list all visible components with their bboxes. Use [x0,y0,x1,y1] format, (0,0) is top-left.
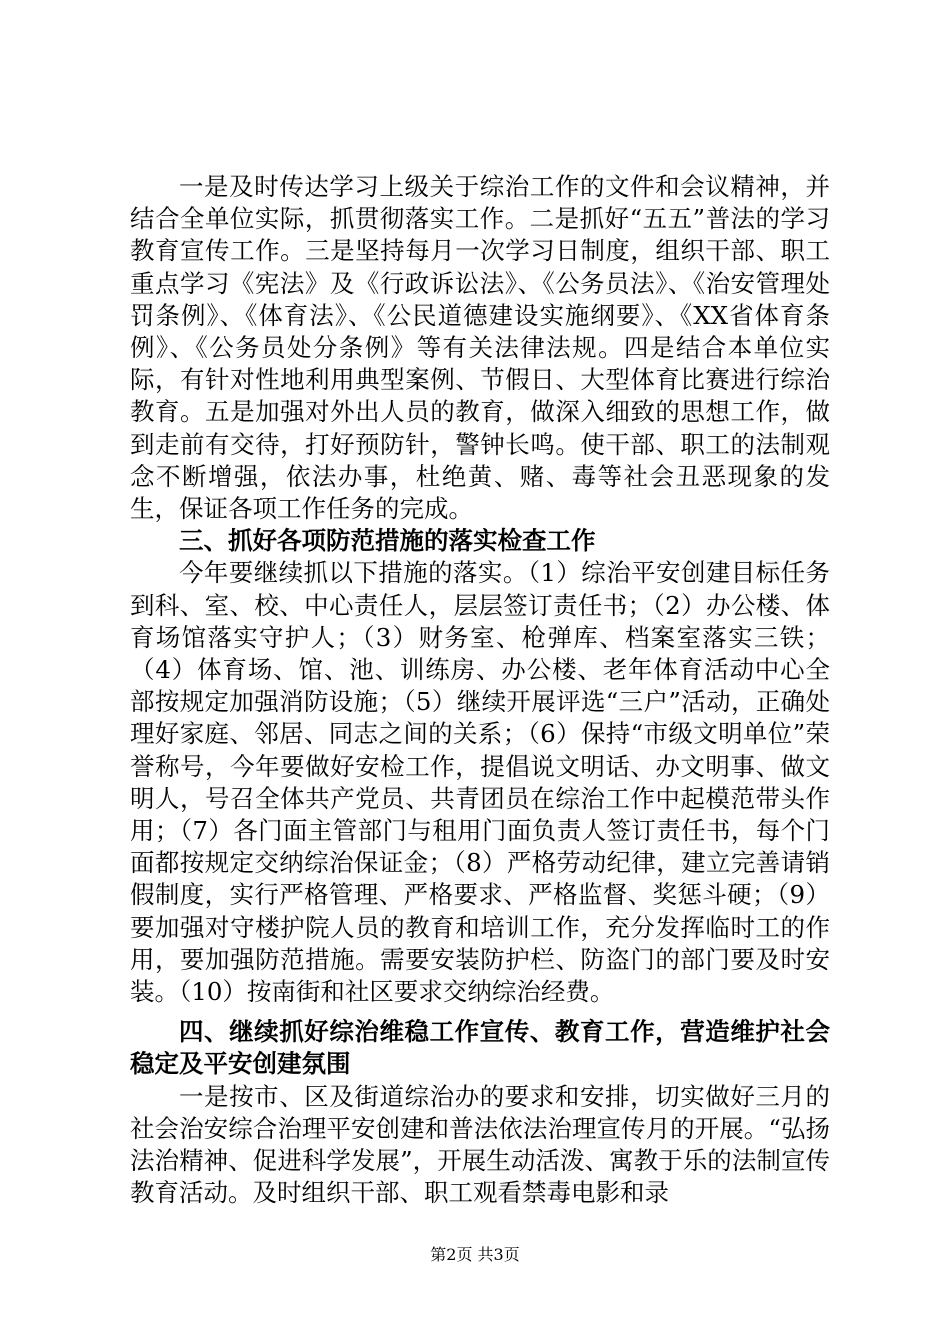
section-heading-4: 四、继续抓好综治维稳工作宣传、教育工作，营造维护社会稳定及平安创建氛围 [130,1017,830,1079]
paragraph-publicity-education: 一是按市、区及街道综治办的要求和安排，切实做好三月的社会治安综合治理平安创建和普法依法治理宣传月的开展。“弘扬法治精神、促进科学发展”，开展生动活泼、寓教于乐的法制宣传教育活动。及时组织干部、职工观看禁毒电影和录 [130,1081,830,1208]
document-body [130,171,830,1210]
paragraph-study-work: 一是及时传达学习上级关于综治工作的文件和会议精神，并结合全单位实际，抓贯彻落实工作。二是抓好“五五”普法的学习教育宣传工作。三是坚持每月一次学习日制度，组织干部、职工重点学习《宪法》及《行政诉讼法》、《公务员法》、《治安管理处罚条例》、《体育法》、《公民道德建设实施纲要》、《XX省体育条例》、《公务员处分条例》等有关法律法规。四是结合本单位实际，有针对性地利用典型案例、节假日、大型体育比赛进行综治教育。五是加强对外出人员的教育，做深入细致的思想工作，做到走前有交待，打好预防针，警钟长鸣。使干部、职工的法制观念不断增强，依法办事，杜绝黄、赌、毒等社会丑恶现象的发生，保证各项工作任务的完成。 [130,172,830,524]
section-heading-3: 三、抓好各项防范措施的落实检查工作 [179,526,596,556]
paragraph-prevention-measures: 今年要继续抓以下措施的落实。（1）综治平安创建目标任务到科、室、校、中心责任人，层层签订责任书；（2）办公楼、体育场馆落实守护人；（3）财务室、枪弹库、档案室落实三铁；（4）体育场、馆、池、训练房、办公楼、老年体育活动中心全部按规定加强消防设施；（5）继续开展评选“三户”活动，正确处理好家庭、邻居、同志之间的关系；（6）保持“市级文明单位”荣誉称号，今年要做好安检工作，提倡说文明话、办文明事、做文明人，号召全体共产党员、共青团员在综治工作中起模范带头作用；（7）各门面主管部门与租用门面负责人签订责任书，每个门面都按规定交纳综治保证金；（8）严格劳动纪律，建立完善请销假制度，实行严格管理、严格要求、严格监督、奖惩斗硬；（9）要加强对守楼护院人员的教育和培训工作，充分发挥临时工的作用，要加强防范措施。需要安装防护栏、防盗门的部门要及时安装。（10）按南街和社区要求交纳综治经费。 [130,558,830,1007]
page-number-footer: 第2页 共3页 [430,1245,520,1264]
